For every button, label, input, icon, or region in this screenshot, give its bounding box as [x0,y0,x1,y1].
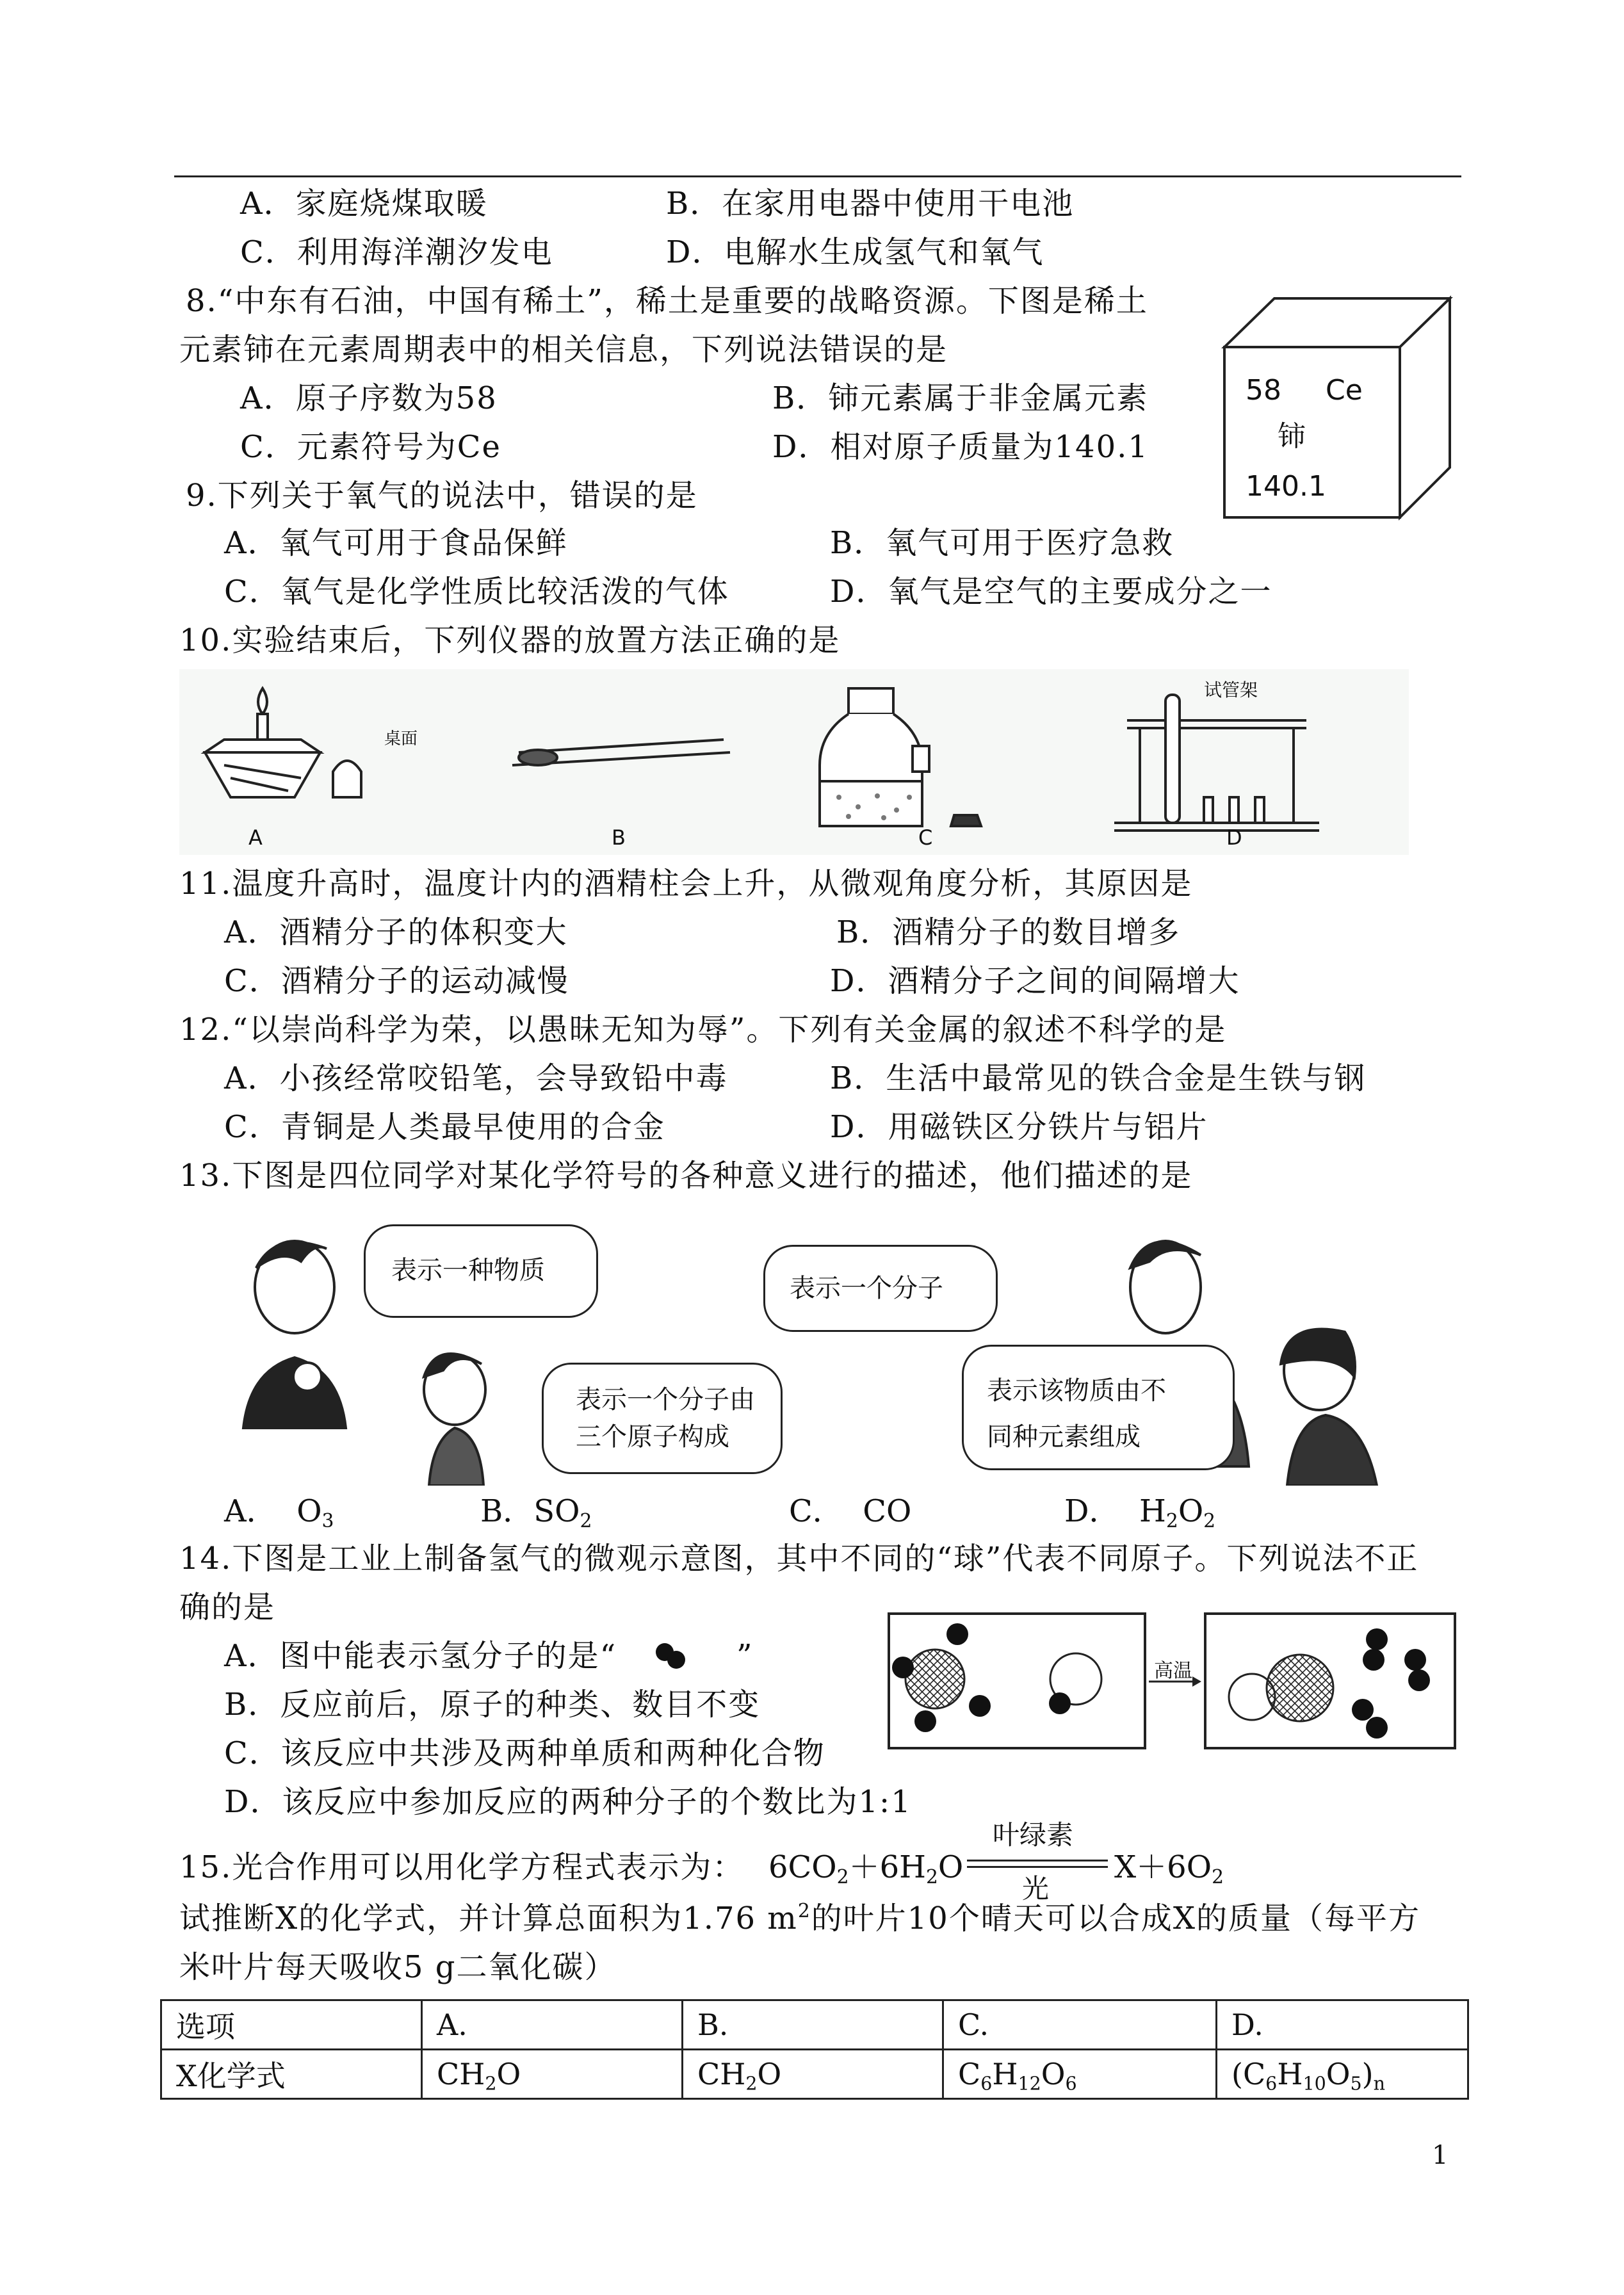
q14-stem-line1: 14.下图是工业上制备氢气的微观示意图，其中不同的“球”代表不同原子。下列说法不正 [179,1541,1419,1577]
table-header-a: A. [422,2000,683,2050]
q13-option-b: B．$SO_2$ [480,1493,592,1532]
table-cell-b: $CH_2O$ [683,2050,943,2099]
table-cell-d: $(C_6H_{10}O_5)_n$ [1217,2050,1468,2099]
q14-option-c: C．该反应中共涉及两种单质和两种化合物 [224,1735,825,1771]
q15-equation-right: $X+6O_2$ [1114,1849,1224,1888]
bubble4-line1: 表示该物质由不 [987,1376,1166,1406]
q12-stem: 12.“以崇尚科学为荣，以愚昧无知为辱”。下列有关金属的叙述不科学的是 [179,1012,1227,1048]
q15-line3: 米叶片每天吸收5 g二氧化碳） [179,1949,617,1985]
bubble4-line2: 同种元素组成 [987,1422,1141,1452]
q14-option-a-part1: A．图中能表示氢分子的是“ [224,1638,617,1674]
table-header-option: 选项 [161,2000,422,2050]
q10-label-a: A [248,825,263,850]
q8-stem-line2: 元素铈在元素周期表中的相关信息，下列说法错误的是 [179,332,948,368]
speech-bubble-2 [763,1245,998,1332]
element-atomic-number: 58 [1246,374,1281,407]
q7-option-c: C．利用海洋潮汐发电 [240,234,553,270]
q15-options-table [160,1999,1469,2100]
q15-equals-line-1 [967,1860,1108,1861]
q10-label-b: B [612,825,626,850]
q9-option-a: A．氧气可用于食品保鲜 [224,525,568,561]
q15-catalyst-label: 叶绿素 [993,1819,1074,1851]
table-cell-c: $C_6H_{12}O_6$ [943,2050,1217,2099]
q13-option-a: A． $O_3$ [224,1493,334,1532]
speech-bubble-3 [542,1363,783,1474]
element-symbol: Ce [1326,374,1363,407]
table-cell-label: X化学式 [161,2050,422,2099]
q14-arrow-label: 高温 [1154,1660,1192,1682]
q12-option-a: A．小孩经常咬铅笔，会导致铅中毒 [224,1060,728,1096]
element-atomic-mass: 140.1 [1246,470,1326,503]
q13-option-c: C． CO [789,1493,912,1529]
q12-option-d: D．用磁铁区分铁片与铝片 [830,1109,1208,1145]
q14-option-a-part2: ” [736,1638,754,1674]
q9-stem: 9.下列关于氧气的说法中，错误的是 [186,478,698,514]
q9-option-c: C．氧气是化学性质比较活泼的气体 [224,574,729,610]
q9-option-d: D．氧气是空气的主要成分之一 [830,574,1272,610]
q8-option-a: A．原子序数为58 [240,380,498,416]
q11-option-a: A．酒精分子的体积变大 [224,914,568,950]
q13-option-d: D． $H_2O_2$ [1064,1493,1216,1532]
page-number: 1 [1432,2141,1449,2170]
q11-option-b: B．酒精分子的数目增多 [836,914,1181,950]
q9-option-b: B．氧气可用于医疗急救 [830,525,1174,561]
q13-stem: 13.下图是四位同学对某化学符号的各种意义进行的描述，他们描述的是 [179,1158,1193,1194]
q11-stem: 11.温度升高时，温度计内的酒精柱会上升，从微观角度分析，其原因是 [179,866,1193,902]
table-header-c: C. [943,2000,1217,2050]
top-rule [174,175,1461,177]
hydrogen-molecule-icon [652,1638,690,1674]
q8-option-c: C．元素符号为Ce [240,429,501,465]
q10-label-c: C [918,825,933,850]
q12-option-b: B．生活中最常见的铁合金是生铁与钢 [830,1060,1367,1096]
q15-equation-left: $6CO_2+6H_2O$ [768,1849,964,1888]
table-row [161,2050,1468,2099]
table-cell-a: $CH_2O$ [422,2050,683,2099]
q14-option-d: D．该反应中参加反应的两种分子的个数比为1:1 [224,1784,912,1820]
q7-option-b: B．在家用电器中使用干电池 [666,186,1075,222]
q10-label-d: D [1226,825,1242,850]
bubble3-line1: 表示一个分子由 [576,1385,755,1415]
q15-equals-line-2 [967,1866,1108,1868]
speech-bubble-1 [364,1224,598,1318]
q10-stem: 10.实验结束后，下列仪器的放置方法正确的是 [179,622,841,658]
q15-stem: 15.光合作用可以用化学方程式表示为： [179,1849,745,1885]
q12-option-c: C．青铜是人类最早使用的合金 [224,1109,665,1145]
q11-option-c: C．酒精分子的运动减慢 [224,963,569,999]
q14-option-b: B．反应前后，原子的种类、数目不变 [224,1687,761,1723]
bubble3-line2: 三个原子构成 [576,1422,729,1452]
q14-stem-line2: 确的是 [179,1589,276,1625]
q15-line2: 试推断X的化学式，并计算总面积为1.76 $m^2$的叶片10个晴天可以合成X的质量（每平方 [179,1900,1421,1936]
speech-bubble-4 [962,1345,1235,1470]
bubble1-text: 表示一种物质 [391,1256,545,1285]
q7-option-a: A．家庭烧煤取暖 [240,186,488,222]
bubble2-text: 表示一个分子 [790,1274,943,1303]
q11-option-d: D．酒精分子之间的间隔增大 [830,963,1240,999]
q10-rack-label: 试管架 [1204,679,1258,701]
q8-option-b: B．铈元素属于非金属元素 [772,380,1149,416]
q8-stem-line1: 8.“中东有石油，中国有稀土”，稀土是重要的战略资源。下图是稀土 [186,283,1148,319]
q15-condition-label: 光 [1022,1873,1050,1904]
q8-option-d: D．相对原子质量为140.1 [772,429,1149,465]
table-header-d: D. [1217,2000,1468,2050]
q7-option-d: D．电解水生成氢气和氧气 [666,234,1044,270]
table-header-b: B. [683,2000,943,2050]
element-name: 铈 [1278,420,1306,453]
table-row [161,2000,1468,2050]
q10-table-label: 桌面 [384,729,418,749]
